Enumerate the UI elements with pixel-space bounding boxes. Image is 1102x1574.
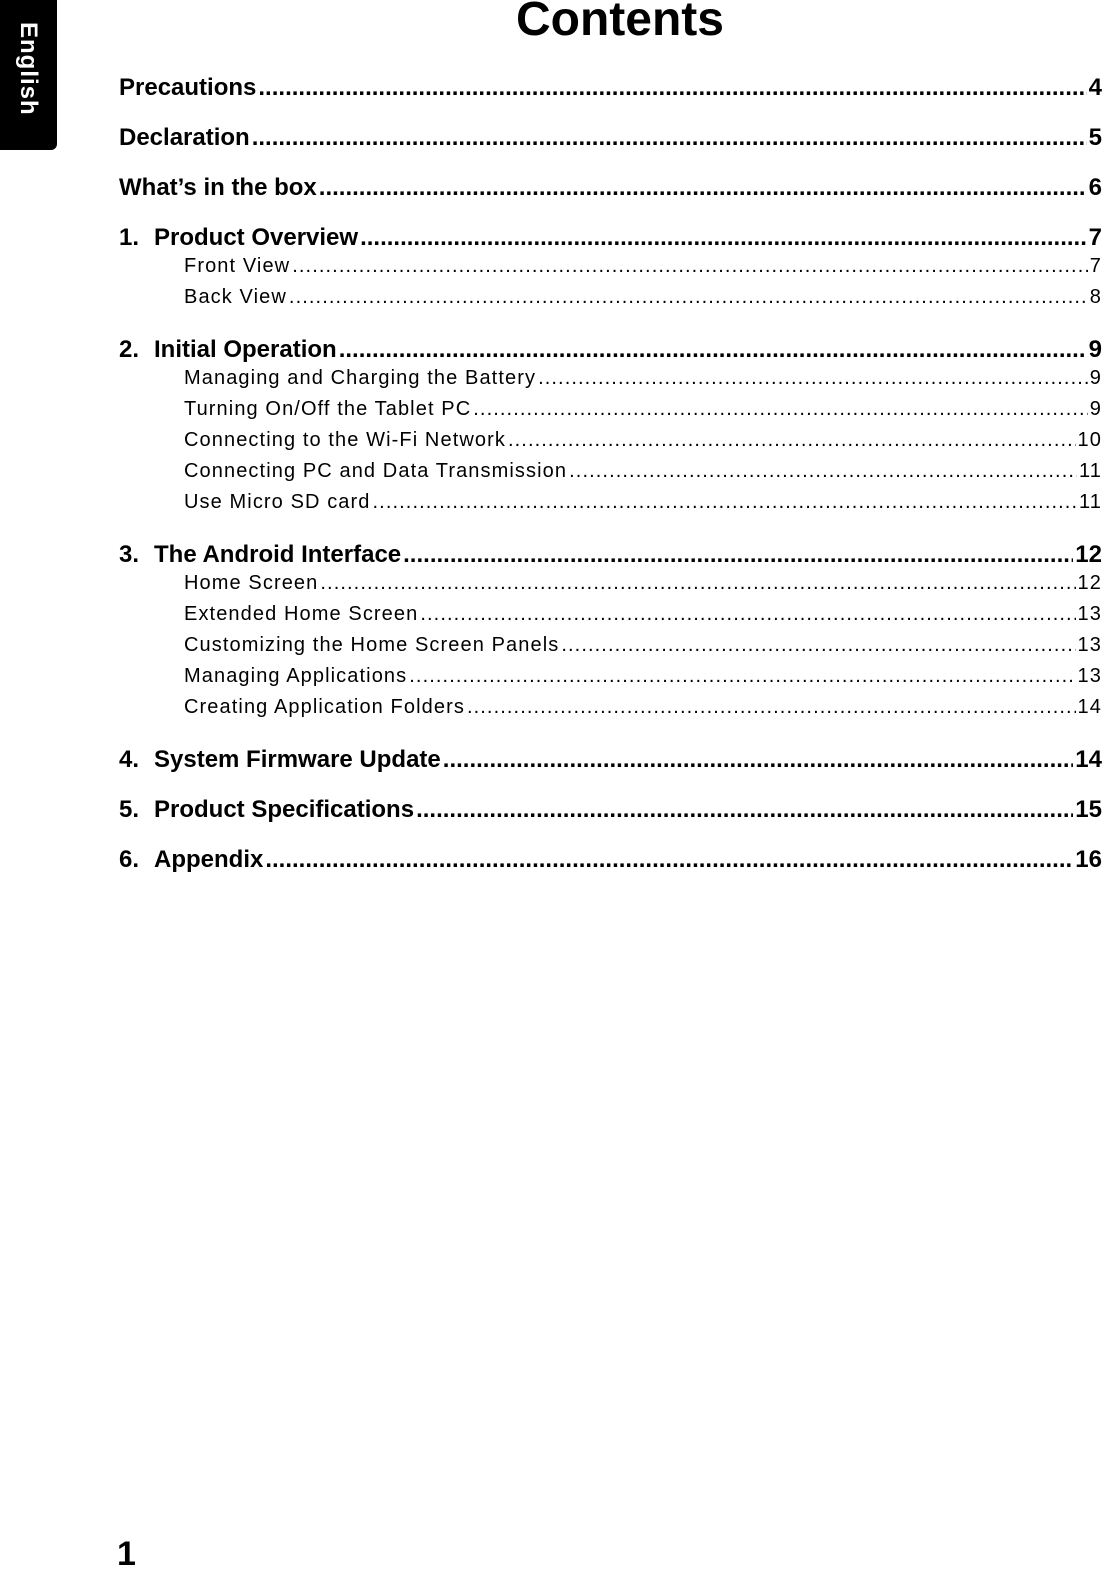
toc-entry-page: 15: [1075, 796, 1102, 823]
toc-subentry-page: 7: [1089, 255, 1102, 277]
table-of-contents: [119, 71, 1102, 893]
toc-entry-page: 9: [1088, 336, 1102, 363]
toc-subentry[interactable]: [119, 283, 1102, 333]
toc-entry[interactable]: [119, 843, 1102, 893]
toc-subentry-label: Back View: [184, 286, 287, 308]
page-number: 1: [117, 1535, 136, 1573]
toc-entry-label: [119, 221, 358, 255]
toc-subentry[interactable]: [119, 426, 1102, 457]
toc-entry-title: Declaration: [119, 124, 250, 151]
toc-entry-title: The Android Interface: [154, 541, 402, 568]
toc-subentry[interactable]: [119, 662, 1102, 693]
toc-dot-leader: [569, 457, 1077, 485]
toc-subentry[interactable]: [119, 569, 1102, 600]
toc-subentry-page: 11: [1079, 491, 1102, 513]
toc-dot-leader: [319, 171, 1087, 205]
toc-dot-leader: [360, 221, 1087, 255]
toc-entry-label: [119, 538, 401, 572]
toc-entry-page: 6: [1088, 174, 1102, 201]
toc-entry-label: [119, 843, 263, 877]
toc-subentry-page: 13: [1077, 665, 1102, 687]
toc-subentry-label: Connecting to the Wi-Fi Network: [184, 429, 506, 451]
toc-entry-title: Product Overview: [154, 224, 359, 251]
toc-entry[interactable]: [119, 221, 1102, 252]
toc-dot-leader: [289, 283, 1088, 311]
language-tab-label: English: [15, 22, 42, 116]
toc-entry-title: Precautions: [119, 74, 257, 101]
toc-subentry[interactable]: [119, 631, 1102, 662]
toc-subentry-label: Extended Home Screen: [184, 603, 419, 625]
toc-entry-label: [119, 71, 256, 105]
toc-entry-label: [119, 333, 337, 367]
toc-entry[interactable]: [119, 743, 1102, 793]
toc-subentry[interactable]: [119, 693, 1102, 743]
toc-subentry-label: Customizing the Home Screen Panels: [184, 634, 560, 656]
toc-entry-number: 4.: [119, 746, 140, 773]
toc-subentry[interactable]: [119, 600, 1102, 631]
toc-dot-leader: [292, 252, 1088, 280]
toc-entry-title: Initial Operation: [154, 336, 337, 363]
toc-entry-page: 7: [1088, 224, 1102, 251]
toc-dot-leader: [339, 333, 1087, 367]
toc-dot-leader: [252, 121, 1087, 155]
toc-subentry-label: Managing and Charging the Battery: [184, 367, 537, 389]
toc-subentry-page: 10: [1077, 429, 1102, 451]
toc-subentry-label: Connecting PC and Data Transmission: [184, 460, 568, 482]
toc-entry[interactable]: [119, 71, 1102, 121]
toc-dot-leader: [409, 662, 1075, 690]
toc-entry[interactable]: [119, 333, 1102, 364]
toc-dot-leader: [561, 631, 1075, 659]
toc-dot-leader: [403, 538, 1073, 572]
toc-subentry[interactable]: [119, 252, 1102, 283]
toc-entry-page: 14: [1075, 746, 1102, 773]
page-title: Contents: [516, 0, 724, 46]
toc-entry-label: [119, 121, 250, 155]
toc-entry-page: 16: [1075, 846, 1102, 873]
toc-entry[interactable]: [119, 171, 1102, 221]
toc-subentry[interactable]: [119, 395, 1102, 426]
toc-entry-title: What’s in the box: [119, 174, 317, 201]
toc-dot-leader: [373, 488, 1078, 516]
toc-subentry-page: 8: [1089, 286, 1102, 308]
toc-subentry-page: 12: [1077, 572, 1102, 594]
toc-subentry-label: Front View: [184, 255, 291, 277]
toc-entry-label: [119, 793, 414, 827]
toc-entry-number: 3.: [119, 541, 140, 568]
toc-dot-leader: [265, 843, 1073, 877]
toc-subentry-label: Home Screen: [184, 572, 319, 594]
toc-subentry-page: 9: [1089, 398, 1102, 420]
toc-entry[interactable]: [119, 121, 1102, 171]
toc-subentry-label: Managing Applications: [184, 665, 408, 687]
toc-entry-page: 12: [1075, 541, 1102, 568]
toc-entry-page: 5: [1088, 124, 1102, 151]
toc-subentry-label: Creating Application Folders: [184, 696, 465, 718]
toc-subentry-page: 14: [1077, 696, 1102, 718]
toc-dot-leader: [420, 600, 1075, 628]
toc-subentry-page: 13: [1077, 603, 1102, 625]
toc-subentry-page: 9: [1089, 367, 1102, 389]
toc-dot-leader: [467, 693, 1076, 721]
toc-entry[interactable]: [119, 793, 1102, 843]
toc-dot-leader: [258, 71, 1086, 105]
toc-subentry[interactable]: [119, 364, 1102, 395]
toc-entry-title: Product Specifications: [154, 796, 415, 823]
toc-dot-leader: [416, 793, 1073, 827]
toc-entry-label: [119, 171, 317, 205]
toc-subentry-label: Turning On/Off the Tablet PC: [184, 398, 472, 420]
toc-dot-leader: [473, 395, 1088, 423]
toc-entry-number: 6.: [119, 846, 140, 873]
toc-dot-leader: [538, 364, 1088, 392]
toc-dot-leader: [508, 426, 1076, 454]
toc-dot-leader: [443, 743, 1074, 777]
toc-entry-number: 2.: [119, 336, 140, 363]
toc-dot-leader: [320, 569, 1075, 597]
toc-subentry-label: Use Micro SD card: [184, 491, 371, 513]
toc-subentry-page: 13: [1077, 634, 1102, 656]
toc-entry-label: [119, 743, 441, 777]
toc-entry[interactable]: [119, 538, 1102, 569]
toc-subentry-page: 11: [1079, 460, 1102, 482]
toc-subentry[interactable]: [119, 457, 1102, 488]
toc-entry-number: 1.: [119, 224, 140, 251]
toc-subentry[interactable]: [119, 488, 1102, 538]
toc-entry-number: 5.: [119, 796, 140, 823]
toc-entry-title: Appendix: [154, 846, 264, 873]
toc-entry-page: 4: [1088, 74, 1102, 101]
toc-entry-title: System Firmware Update: [154, 746, 441, 773]
